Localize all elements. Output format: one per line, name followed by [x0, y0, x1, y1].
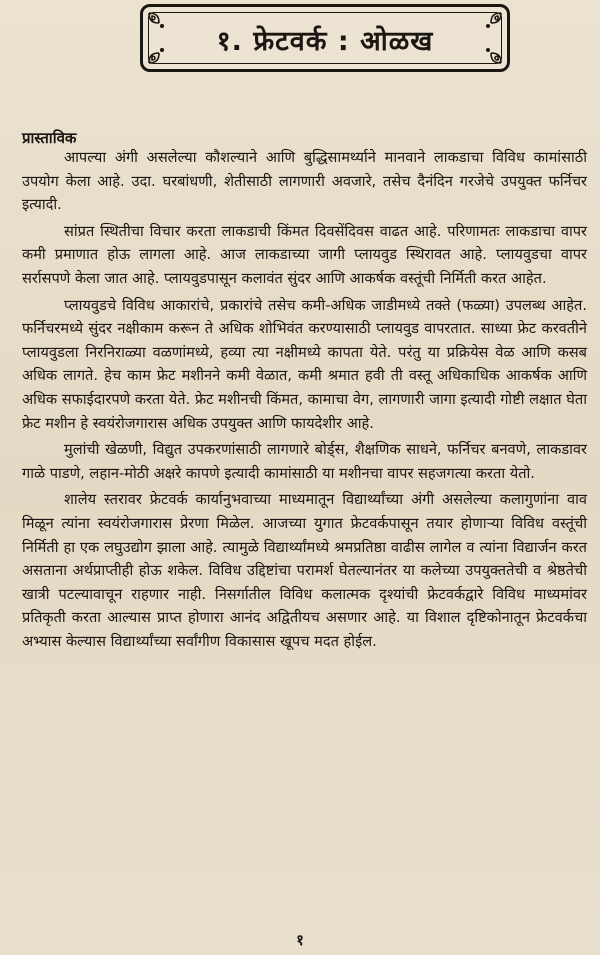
paragraph: मुलांची खेळणी, विद्युत उपकरणांसाठी लागणारे बोर्ड्स, शैक्षणिक साधने, फर्निचर बनवणे, लाकडावर गाळे पाडणे, लहान-मोठी अक्षरे कापणे इत्यादी कामांसाठी या मशीनचा वापर सहजगत्या करता येतो. [22, 441, 587, 482]
chapter-title: १. फ्रेटवर्क : ओळख [216, 26, 434, 57]
paragraph: आपल्या अंगी असलेल्या कौशल्याने आणि बुद्धिसामर्थ्याने मानवाने लाकडाचा विविध कामांसाठी उपयोग केला आहे. उदा. घरबांधणी, शेतीसाठी लागणारी अवजारे, तसेच दैनंदिन गरजेचे उपयुक्त फर्निचर इत्यादी. [22, 149, 587, 214]
paragraph: सांप्रत स्थितीचा विचार करता लाकडाची किंमत दिवसेंदिवस वाढत आहे. परिणामतः लाकडाचा वापर कमी प्रमाणात होऊ लागला आहे. आज लाकडाच्या जागी प्लायवुड स्थिरावत आहे. प्लायवुडचा वापर सर्रासपणे केला जात आहे. प्लायवुडपासून कलावंत सुंदर आणि आकर्षक वस्तूंची निर्मिती करत आहेत. [22, 222, 587, 287]
body-text [22, 146, 587, 656]
section-heading: प्रास्ताविक [22, 129, 77, 147]
page-number: १ [296, 931, 304, 949]
paragraph: प्लायवुडचे विविध आकारांचे, प्रकारांचे तसेच कमी-अधिक जाडीमध्ये तक्ते (फळ्या) उपलब्ध आहेत. फर्निचरमध्ये सुंदर नक्षीकाम करून ते अधिक शोभिवंत करण्यासाठी प्लायवुड वापरतात. साध्या फ्रेट करवतीने प्लायवुडला निरनिराळ्या वळणांमध्ये, हव्या त्या नक्षीमध्ये कापता येते. परंतु या प्रक्रियेस वेळ आणि कसब अधिक लागते. हेच काम फ्रेट मशीनने कमी वेळात, कमी श्रमात हवी ती वस्तू अधिकाधिक आकर्षक आणि अधिक सफाईदारपणे करता येते. फ्रेट मशीनची किंमत, कामाचा वेग, लागणारी जागा इत्यादी गोष्टी लक्षात घेता फ्रेट मशीन हे स्वयंरोजगारास अधिक उपयुक्त आणि फायदेशीर आहे. [22, 296, 587, 432]
chapter-title-frame [140, 4, 510, 72]
paragraph: शालेय स्तरावर फ्रेटवर्क कार्यानुभवाच्या माध्यमातून विद्यार्थ्यांच्या अंगी असलेल्या कलागुणांना वाव मिळून त्यांना स्वयंरोजगारास प्रेरणा मिळेल. आजच्या युगात फ्रेटवर्कपासून तयार होणाऱ्या विविध वस्तूंची निर्मिती हा एक लघुउद्योग झाला आहे. त्यामुळे विद्यार्थ्यांमध्ये श्रमप्रतिष्ठा वाढीस लागेल व त्यांना विद्यार्जन करत असताना अर्थप्राप्तीही होऊ शकेल. विविध उद्दिष्टांचा परामर्श घेतल्यानंतर या कलेच्या उपयुक्ततेची व श्रेष्ठतेची खात्री पटल्यावाचून राहणार नाही. निसर्गातील विविध कलात्मक दृश्यांची फ्रेटवर्कद्वारे विविध माध्यमांवर प्रतिकृती करता आल्यास प्राप्त होणारा आनंद अद्वितीयच असणार आहे. या विशाल दृष्टिकोनातून फ्रेटवर्कचा अभ्यास केल्यास विद्यार्थ्यांच्या सर्वांगीण विकासास खूपच मदत होईल. [22, 491, 587, 650]
